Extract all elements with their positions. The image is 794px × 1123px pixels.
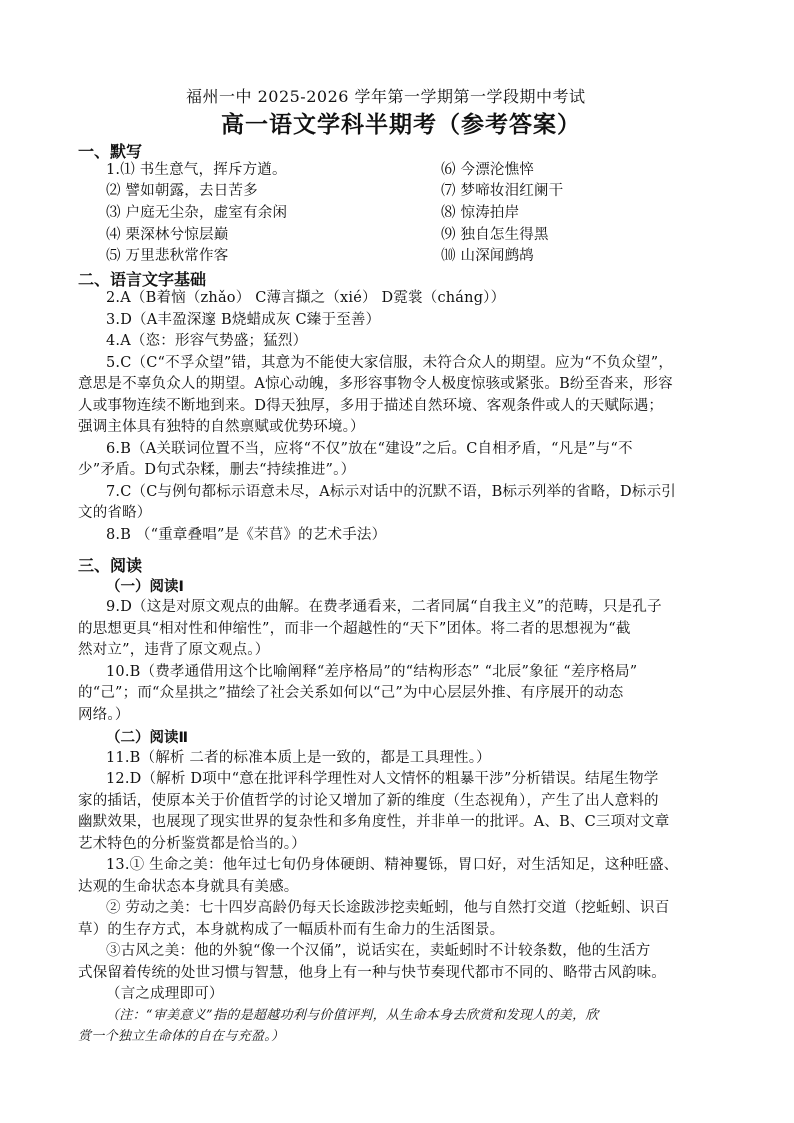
subsection-heading-reading-2: （二）阅读Ⅱ <box>106 730 189 746</box>
dictation-item: ⑺ 梦啼妆泪红阑干 <box>441 183 564 199</box>
answer-line: 然对立”，违背了原文观点。） <box>78 642 270 658</box>
answer-line: 艺术特色的分析鉴赏都是恰当的。） <box>78 836 306 852</box>
dictation-item: ⑻ 惊涛拍岸 <box>441 205 520 221</box>
dictation-item: ⑶ 户庭无尘杂，虚室有余闲 <box>106 205 288 221</box>
answer-line: 人或事物连续不断地到来。D得天独厚，多用于描述自然环境、客观条件或人的天赋际遇； <box>78 398 664 414</box>
section-heading-dictation: 一、默写 <box>78 142 143 161</box>
page-title: 高一语文学科半期考（参考答案） <box>221 112 581 138</box>
answer-line: 8.B （“重章叠唱”是《芣苢》的艺术手法） <box>106 527 387 543</box>
answer-line: 的思想更具“相对性和伸缩性”，而非一个超越性的“天下”团体。将二者的思想视为“截 <box>78 621 631 637</box>
answer-line: ② 劳动之美：七十四岁高龄仍每天长途跋涉挖卖蚯蚓，他与自然打交道（挖蚯蚓、识百 <box>106 900 670 916</box>
answer-line: 6.B（A关联词位置不当，应将“不仅”放在“建设”之后。C自相矛盾，“凡是”与“不 <box>106 441 633 457</box>
note-line: （注：“审美意义”指的是超越功利与价值评判，从生命本身去欣赏和发现人的美，欣 <box>106 1008 599 1023</box>
answer-line: 12.D（解析 D项中“意在批评科学理性对人文情怀的粗暴干涉”分析错误。结尾生物学 <box>106 771 659 787</box>
answer-line: 4.A（恣：形容气势盛；猛烈） <box>106 333 308 349</box>
answer-line: 10.B（费孝通借用这个比喻阐释“差序格局”的“结构形态” “北辰”象征 “差序格局” <box>106 664 638 680</box>
answer-line: 幽默效果，也展现了现实世界的复杂性和多角度性，并非单一的批评。A、B、C三项对文章 <box>78 814 670 830</box>
answer-line: 3.D（A丰盈深邃 B烧蜡成灰 C臻于至善） <box>106 312 381 328</box>
subsection-heading-reading-1: （一）阅读Ⅰ <box>106 579 184 595</box>
dictation-item: ⑷ 栗深林兮惊层巅 <box>106 227 229 243</box>
answer-line: 文的省略） <box>78 505 152 521</box>
dictation-item: ⑽ 山深闻鹧鸪 <box>441 248 535 264</box>
answer-line: 7.C（C与例句都标示语意未尽，A标示对话中的沉默不语，B标示列举的省略，D标示引 <box>106 484 676 500</box>
answer-line: 意思是不辜负众人的期望。A惊心动魄，多形容事物令人极度惊骇或紧张。B纷至沓来，形容 <box>78 376 673 392</box>
answer-line: 家的插话，使原本关于价值哲学的讨论又增加了新的维度（生态视角），产生了出人意料的 <box>78 793 659 809</box>
answer-line: 13.① 生命之美：他年过七旬仍身体硬朗、精神矍铄，胃口好，对生活知足，这种旺盛、 <box>106 857 679 873</box>
answer-line: 5.C（C“不孚众望”错，其意为不能使大家信服，未符合众人的期望。应为“不负众望”， <box>106 355 674 371</box>
answer-line: 少”矛盾。D句式杂糅，删去“持续推进”。） <box>78 462 356 478</box>
answer-line: （言之成理即可） <box>106 986 224 1002</box>
section-heading-reading: 三、阅读 <box>78 556 143 575</box>
answer-line: 达观的生命状态本身就具有美感。 <box>78 879 299 895</box>
exam-title: 福州一中 2025-2026 学年第一学期第一学段期中考试 <box>186 87 586 106</box>
note-line: 赏一个独立生命体的自在与充盈。） <box>78 1029 285 1044</box>
dictation-item: ⑸ 万里悲秋常作客 <box>106 248 229 264</box>
answer-line: 草）的生存方式，本身就构成了一幅质朴而有生命力的生活图景。 <box>78 922 505 938</box>
dictation-item: 1.⑴ 书生意气，挥斥方遒。 <box>106 162 287 178</box>
section-heading-language: 二、语言文字基础 <box>78 270 207 289</box>
dictation-item: ⑼ 独自怎生得黑 <box>441 227 549 243</box>
dictation-item: ⑵ 譬如朝露，去日苦多 <box>106 183 258 199</box>
answer-line: ③古风之美：他的外貌“像一个汉俑”，说话实在，卖蚯蚓时不计较条数，他的生活方 <box>106 943 651 959</box>
answer-line: 2.A（B着恼（zhǎo） C薄言擷之（xié） D霓裳（cháng）） <box>106 290 506 306</box>
answer-line: 11.B（解析 二者的标准本质上是一致的，都是工具理性。） <box>106 750 491 766</box>
answer-line: 网络。） <box>78 707 130 723</box>
dictation-item: ⑹ 今漂沦憔悴 <box>441 162 535 178</box>
answer-line: 9.D（这是对原文观点的曲解。在费孝通看来，二者同属“自我主义”的范畴，只是孔子 <box>106 599 662 615</box>
answer-line: 强调主体具有独特的自然禀赋或优势环境。） <box>78 419 365 435</box>
answer-line: 式保留着传统的处世习惯与智慧，他身上有一种与快节奏现代都市不同的、略带古风韵味。 <box>78 965 666 981</box>
answer-line: 的“己”；而“众星拱之”描绘了社会关系如何以“己”为中心层层外推、有序展开的动态 <box>78 685 624 701</box>
